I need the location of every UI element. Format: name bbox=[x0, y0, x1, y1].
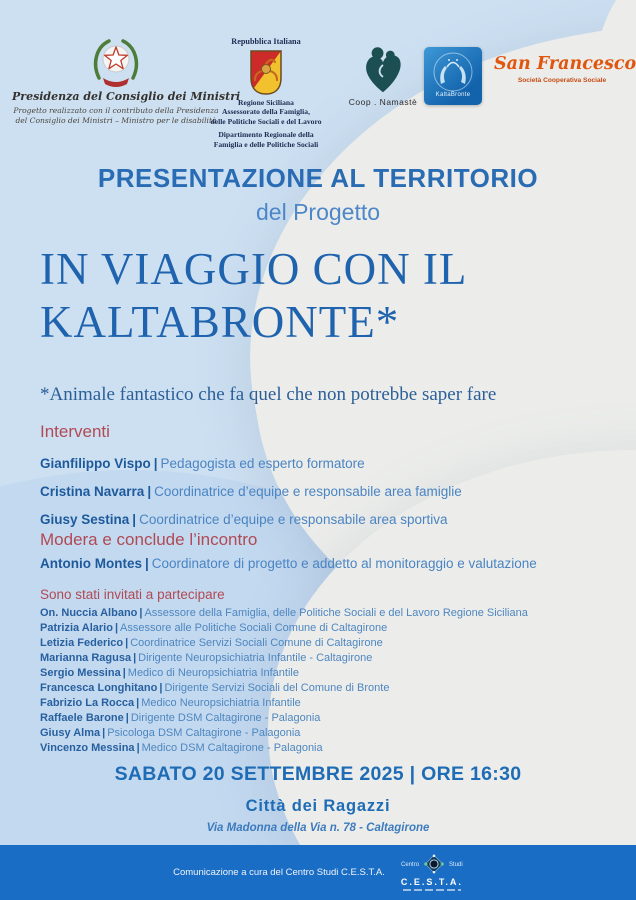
speaker-name: Gianfilippo Vispo bbox=[40, 456, 151, 471]
speaker-role: Pedagogista ed esperto formatore bbox=[160, 456, 365, 471]
kaltabronte-label: KaltaBronte bbox=[435, 92, 471, 98]
speaker-role: Coordinatrice d’equipe e responsabile area famiglie bbox=[154, 484, 462, 499]
invited-name: On. Nuccia Albano bbox=[40, 607, 138, 619]
separator: | bbox=[133, 652, 137, 664]
separator: | bbox=[132, 512, 137, 527]
italy-emblem-icon bbox=[12, 34, 220, 88]
kicker-title: PRESENTAZIONE AL TERRITORIO bbox=[97, 163, 539, 193]
footer-bar bbox=[0, 845, 636, 900]
speaker-name: Cristina Navarra bbox=[40, 484, 145, 499]
invited-name: Sergio Messina bbox=[40, 667, 121, 679]
invited-role: Dirigente Servizi Sociali del Comune di Bronte bbox=[164, 682, 390, 694]
main-title-line1: IN VIAGGIO CON IL bbox=[40, 244, 468, 294]
title-footnote: *Animale fantastico che fa quel che non potrebbe saper fare bbox=[40, 384, 497, 405]
speaker-row bbox=[40, 478, 462, 506]
repubblica-italiana-label: Repubblica Italiana bbox=[231, 37, 301, 46]
speaker-role: Coordinatrice d’equipe e responsabile area sportiva bbox=[139, 512, 448, 527]
invited-row bbox=[40, 636, 528, 651]
invited-row bbox=[40, 696, 528, 711]
invited-name: Raffaele Barone bbox=[40, 712, 124, 724]
pcm-note-line2: del Consiglio dei Ministri – Ministro per le disabilità bbox=[15, 116, 217, 125]
dipartimento-line2: Famiglia e delle Politiche Sociali bbox=[213, 139, 319, 149]
separator: | bbox=[125, 712, 129, 724]
cesta-name: C.E.S.T.A. bbox=[400, 877, 463, 887]
speakers-list bbox=[40, 450, 462, 534]
invited-role: Dirigente DSM Caltagirone - Palagonia bbox=[130, 712, 321, 724]
separator: | bbox=[125, 637, 129, 649]
section-heading-invitati: Sono stati invitati a partecipare bbox=[40, 587, 225, 602]
moderator-row bbox=[40, 556, 537, 571]
separator: | bbox=[144, 556, 149, 571]
invited-role: Medico di Neuropsichiatria Infantile bbox=[127, 667, 299, 679]
speaker-name: Giusy Sestina bbox=[40, 512, 130, 527]
cesta-tagline-decoration bbox=[403, 889, 461, 891]
invited-row bbox=[40, 651, 528, 666]
separator: | bbox=[136, 742, 140, 754]
kicker-subtitle: del Progetto bbox=[255, 199, 381, 225]
invited-role: Assessore della Famiglia, delle Politiche Sociali e del Lavoro Regione Siciliana bbox=[144, 607, 528, 619]
logo-regione-siciliana bbox=[202, 37, 330, 149]
logo-coop-namaste bbox=[336, 45, 430, 107]
invited-row bbox=[40, 681, 528, 696]
separator: | bbox=[147, 484, 152, 499]
separator: | bbox=[122, 667, 126, 679]
speaker-row bbox=[40, 450, 462, 478]
separator: | bbox=[159, 682, 163, 694]
logo-san-francesco bbox=[494, 54, 636, 84]
invited-role: Assessore alle Politiche Sociali Comune di Caltagirone bbox=[120, 622, 388, 634]
pcm-title: Presidenza del Consiglio dei Ministri bbox=[12, 90, 241, 103]
main-title-line2: KALTABRONTE* bbox=[40, 297, 400, 347]
invited-name: Francesca Longhitano bbox=[40, 682, 158, 694]
invited-row bbox=[40, 666, 528, 681]
dipartimento-line1: Dipartimento Regionale della bbox=[218, 130, 314, 140]
invited-role: Psicologa DSM Caltagirone - Palagonia bbox=[107, 727, 301, 739]
invited-name: Letizia Federico bbox=[40, 637, 124, 649]
logo-kaltabronte bbox=[424, 47, 482, 105]
event-date: SABATO 20 SETTEMBRE 2025 | ORE 16:30 bbox=[114, 763, 522, 785]
moderator-name: Antonio Montes bbox=[40, 556, 142, 571]
invited-role: Medico DSM Caltagirone - Palagonia bbox=[141, 742, 323, 754]
invited-name: Giusy Alma bbox=[40, 727, 101, 739]
sicily-coat-of-arms-icon bbox=[202, 48, 330, 96]
cesta-compass-icon bbox=[424, 854, 444, 876]
invited-name: Patrizia Alario bbox=[40, 622, 113, 634]
namaste-caption: Coop . Namastè bbox=[348, 97, 418, 107]
cesta-logo bbox=[401, 854, 463, 891]
main-title bbox=[40, 243, 467, 349]
separator: | bbox=[153, 456, 158, 471]
san-francesco-subtitle: Società Cooperativa Sociale bbox=[517, 77, 607, 84]
invited-role: Dirigente Neuropsichiatria Infantile - Caltagirone bbox=[138, 652, 373, 664]
invited-role: Medico Neuropsichiatria Infantile bbox=[141, 697, 301, 709]
invited-name: Vincenzo Messina bbox=[40, 742, 135, 754]
invited-list bbox=[40, 606, 528, 756]
assessorato-line1: Assessorato della Famiglia, bbox=[222, 107, 310, 117]
logo-presidenza-consiglio bbox=[12, 34, 241, 126]
pcm-note-line1: Progetto realizzato con il contributo della Presidenza bbox=[13, 106, 219, 115]
separator: | bbox=[102, 727, 106, 739]
invited-row bbox=[40, 711, 528, 726]
separator: | bbox=[114, 622, 119, 634]
footer-caption: Comunicazione a cura del Centro Studi C.E.S.T.A. bbox=[173, 867, 385, 878]
separator: | bbox=[136, 697, 140, 709]
namaste-heart-icon bbox=[336, 45, 430, 95]
invited-row bbox=[40, 741, 528, 756]
event-address: Via Madonna della Via n. 78 - Caltagirone bbox=[206, 822, 430, 834]
moderator-role: Coordinatore di progetto e addetto al monitoraggio e valutazione bbox=[151, 556, 537, 571]
invited-name: Marianna Ragusa bbox=[40, 652, 132, 664]
cesta-right-label: Studi bbox=[449, 862, 463, 868]
invited-role: Coordinatrice Servizi Sociali Comune di Caltagirone bbox=[130, 637, 383, 649]
regione-siciliana-label: Regione Siciliana bbox=[238, 98, 294, 107]
cesta-left-label: Centro bbox=[401, 862, 420, 868]
section-heading-modera: Modera e conclude l’incontro bbox=[40, 530, 258, 549]
assessorato-line2: delle Politiche Sociali e del Lavoro bbox=[210, 116, 322, 126]
san-francesco-name: San Francesco bbox=[494, 54, 636, 74]
event-venue: Città dei Ragazzi bbox=[245, 797, 391, 815]
separator: | bbox=[139, 607, 143, 619]
invited-row bbox=[40, 726, 528, 741]
invited-row bbox=[40, 606, 528, 621]
section-heading-interventi: Interventi bbox=[40, 422, 110, 441]
invited-name: Fabrizio La Rocca bbox=[40, 697, 135, 709]
invited-row bbox=[40, 621, 528, 636]
